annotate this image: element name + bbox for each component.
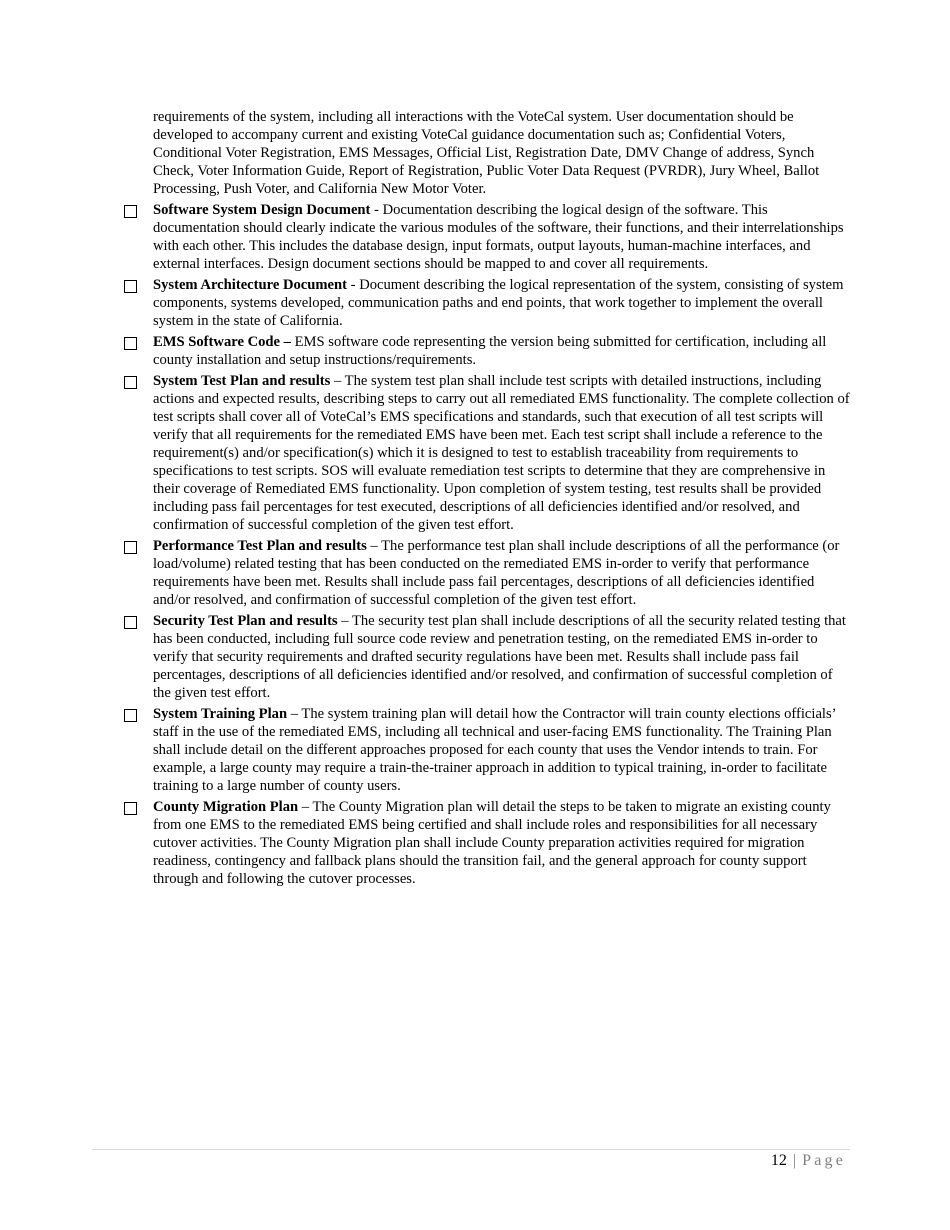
deliverable-description: Document describing the logical representation of the system, consisting of system components, systems developed, communication paths and end points, that work together to implement the overall system in the state of California. [153, 277, 844, 329]
title-separator: - [370, 202, 383, 218]
deliverable-title: System Training Plan [153, 706, 288, 722]
title-separator: – [298, 799, 313, 815]
deliverable-item-architecture [124, 276, 852, 330]
deliverable-description: The security test plan shall include descriptions of all the security related testing that has been conducted, including full source code review and penetration testing, on the remediated EMS in-order to verify that security requirements and drafted security regulations have been met. Results shall include pass fail percentages, descriptions of all deficiencies identified and/or resolved, and confirmation of successful completion of the given test effort. [153, 613, 846, 701]
deliverable-item-system-test [124, 372, 852, 534]
title-separator: – [337, 613, 352, 629]
deliverable-title: Performance Test Plan and results [153, 538, 367, 554]
title-separator: – [330, 373, 345, 389]
deliverable-description: The system training plan will detail how the Contractor will train county elections officials’ staff in the use of the remediated EMS, including all technical and user-facing EMS functionality. The Training Plan shall include detail on the different approaches proposed for each county that uses the Vendor intends to train. For example, a large county may require a train-the-trainer approach in addition to typical training, in-order to facilitate training to a large number of county users. [153, 706, 836, 794]
checkbox-icon[interactable] [124, 376, 137, 389]
footer-separator: | [792, 1152, 797, 1169]
deliverable-title: County Migration Plan [153, 799, 299, 815]
deliverable-title: System Architecture Document [153, 277, 348, 293]
deliverable-item-migration-plan [124, 798, 852, 888]
checkbox-icon[interactable] [124, 280, 137, 293]
deliverable-description: Documentation describing the logical design of the software. This documentation should clearly indicate the various modules of the software, their functions, and their interrelationships with each other. This includes the database design, input formats, output layouts, human-machine interfaces, and external interfaces. Design document sections should be mapped to and cover all requirements. [153, 202, 844, 272]
deliverable-title: System Test Plan and results [153, 373, 331, 389]
checkbox-icon[interactable] [124, 709, 137, 722]
continuation-paragraph: requirements of the system, including all interactions with the VoteCal system. User documentation should be developed to accompany current and existing VoteCal guidance documentation such as; Confidential Voters, Conditional Voter Registration, EMS Messages, Official List, Registration Date, DMV Change of address, Synch Check, Voter Information Guide, Report of Registration, Public Voter Data Request (PVRDR), Jury Wheel, Ballot Processing, Push Voter, and California New Motor Voter. [153, 109, 820, 197]
page-footer [771, 1152, 846, 1170]
checkbox-icon[interactable] [124, 205, 137, 218]
deliverable-item-security-test [124, 612, 852, 702]
title-separator: - [347, 277, 360, 293]
checkbox-icon[interactable] [124, 541, 137, 554]
checkbox-icon[interactable] [124, 802, 137, 815]
title-separator: – [287, 706, 302, 722]
checkbox-icon[interactable] [124, 337, 137, 350]
deliverable-description: The system test plan shall include test scripts with detailed instructions, including actions and expected results, describing steps to carry out all remediated EMS functionality. The complete collection of test scripts shall cover all of VoteCal’s EMS specifications and standards, such that execution of all test scripts will verify that all requirements for the remediated EMS have been met. Each test script shall include a reference to the requirement(s) and/or specification(s) which it is designed to test to establish traceability from requirements to specifications to test scripts. SOS will evaluate remediation test scripts to determine that they are comprehensive in their coverage of Remediated EMS functionality. Upon completion of system testing, test results shall be provided including pass fail percentages for test executed, descriptions of all deficiencies identified and/or resolved, and confirmation of successful completion of the given test effort. [153, 373, 850, 533]
deliverable-item-software-design [124, 201, 852, 273]
deliverable-title: EMS Software Code – [153, 334, 291, 350]
deliverable-title: Security Test Plan and results [153, 613, 338, 629]
deliverable-description: EMS software code representing the version being submitted for certification, including all county installation and setup instructions/requirements. [153, 334, 827, 368]
page-number: 12 [770, 1152, 787, 1169]
title-separator: – [366, 538, 382, 554]
deliverable-title: Software System Design Document [153, 202, 371, 218]
deliverable-description: The performance test plan shall include descriptions of all the performance (or load/volume) related testing that has been conducted on the remediated EMS in-order to verify that performance requirements have been met. Results shall include pass fail percentages, descriptions of all deficiencies identified and/or resolved, and confirmation of successful completion of the given test effort. [153, 538, 840, 608]
deliverable-item-software-code [124, 333, 852, 369]
deliverable-item-training-plan [124, 705, 852, 795]
checkbox-icon[interactable] [124, 616, 137, 629]
deliverable-description: The County Migration plan will detail the steps to be taken to migrate an existing county from one EMS to the remediated EMS being certified and shall include roles and responsibilities for all necessary cutover activities. The County Migration plan shall include County preparation activities required for migration readiness, contingency and fallback plans should the transition fail, and the general approach for county support through and following the cutover processes. [153, 799, 831, 887]
page-label: Page [802, 1152, 846, 1169]
deliverables-list [124, 108, 852, 891]
deliverable-item-performance-test [124, 537, 852, 609]
footer-divider [92, 1149, 850, 1150]
